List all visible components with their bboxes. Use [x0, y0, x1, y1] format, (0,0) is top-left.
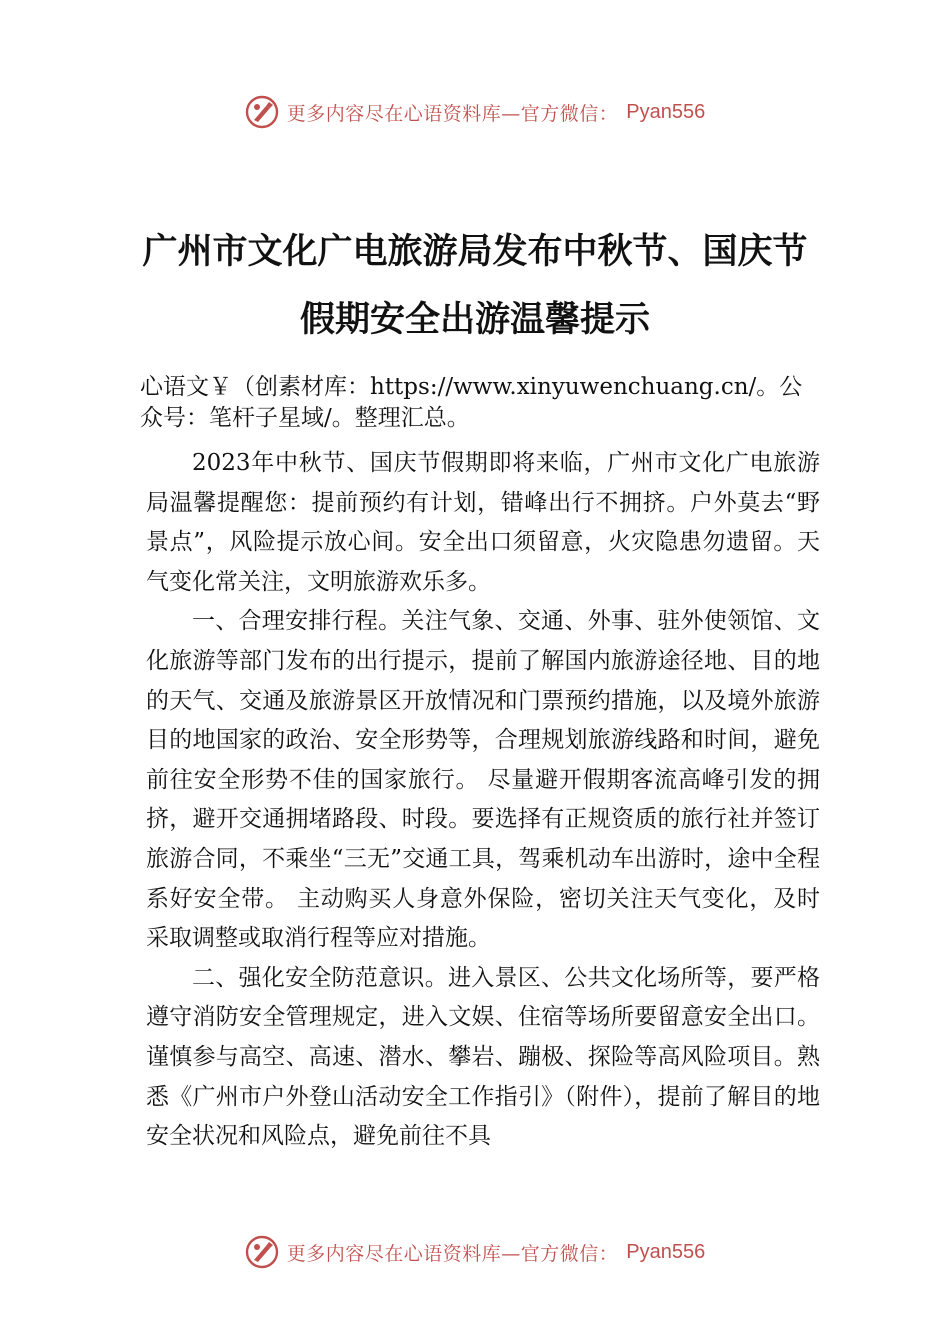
- pen-nib-logo-icon: [245, 1235, 279, 1269]
- watermark-handle: Pyan556: [626, 100, 706, 123]
- footer-watermark: [0, 1232, 950, 1272]
- document-title: 广州市文化广电旅游局发布中秋节、国庆节假期安全出游温馨提示: [142, 231, 808, 340]
- paragraph-section-one: 一、合理安排行程。关注气象、交通、外事、驻外使领馆、文化旅游等部门发布的出行提示，提前了解国内旅游途径地、目的地的天气、交通及旅游景区开放情况和门票预约措施，以及境外旅游目的地国家的政治、安全形势等，合理规划旅游线路和时间，避免前往安全形势不佳的国家旅行。 尽量避开假期客流高峰引发的拥挤，避开交通拥堵路段、时段。要选择有正规资质的旅行社并签订旅游合同，不乘坐“三无”交通工具，驾乘机动车出游时，途中全程系好安全带。 主动购买人身意外保险，密切关注天气变化，及时采取调整或取消行程等应对措施。: [146, 608, 820, 952]
- pen-nib-logo-icon: [245, 95, 279, 129]
- watermark-text: 更多内容尽在心语资料库—官方微信：: [286, 102, 619, 125]
- header-watermark: [0, 92, 950, 132]
- watermark-handle: Pyan556: [626, 1240, 706, 1263]
- paragraph-section-two: 二、强化安全防范意识。进入景区、公共文化场所等，要严格遵守消防安全管理规定，进入文娱、住宿等场所要留意安全出口。谨慎参与高空、高速、潜水、攀岩、蹦极、探险等高风险项目。熟悉《广州市户外登山活动安全工作指引》（附件），提前了解目的地安全状况和风险点，避免前往不具: [146, 964, 820, 1150]
- paragraph-intro: 2023年中秋节、国庆节假期即将来临，广州市文化广电旅游局温馨提醒您：提前预约有计划，错峰出行不拥挤。户外莫去“野景点”，风险提示放心间。安全出口须留意，火灾隐患勿遗留。天气变化常关注，文明旅游欢乐多。: [146, 450, 820, 595]
- watermark-text: 更多内容尽在心语资料库—官方微信：: [286, 1242, 619, 1265]
- source-line: 心语文￥（创素材库：https://www.xinyuwenchuang.cn/。公众号：笔杆子星域/。整理汇总。: [140, 374, 803, 431]
- document-body: [140, 372, 820, 1157]
